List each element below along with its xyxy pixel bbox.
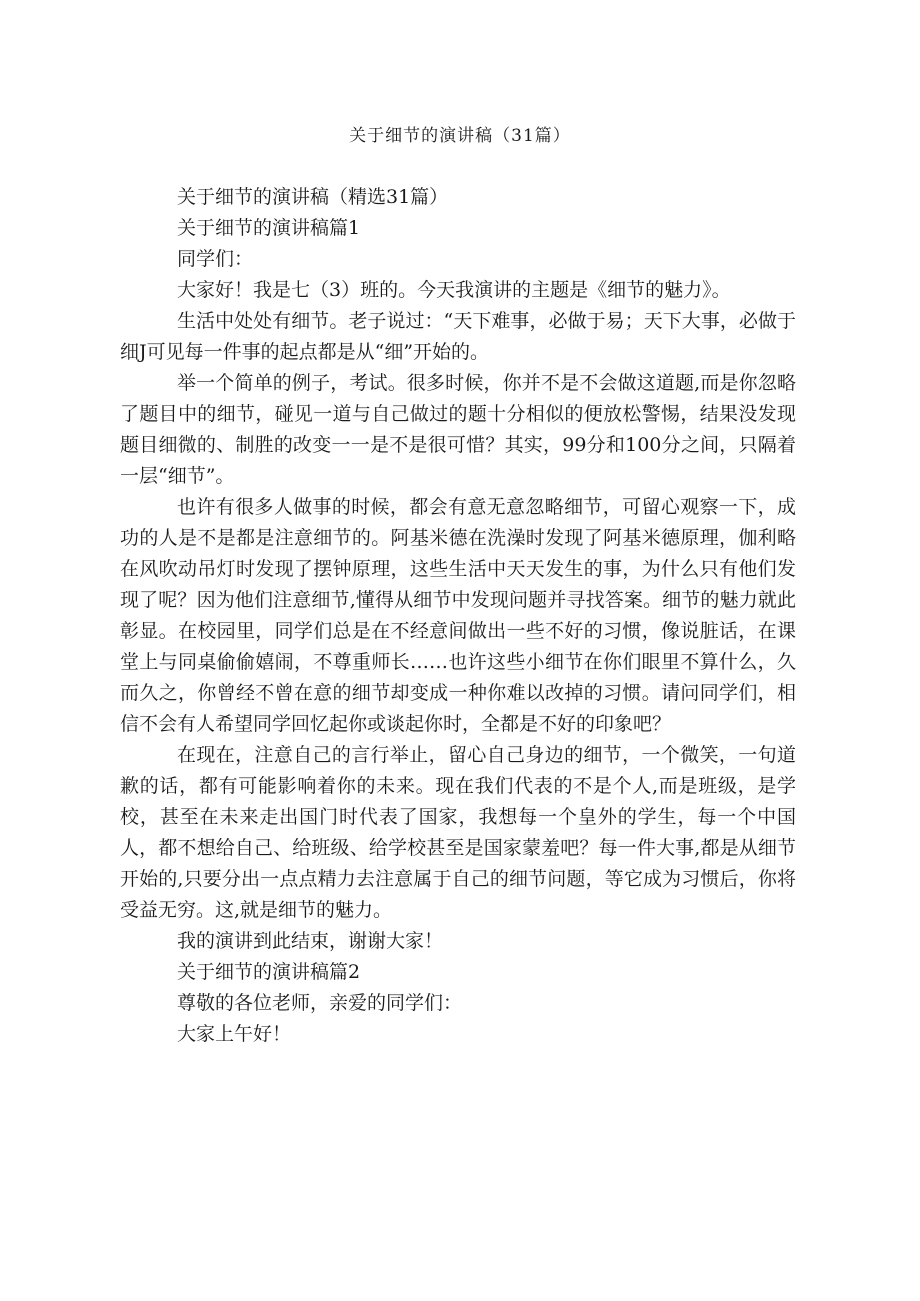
body-paragraph: 也许有很多人做事的时候，都会有意无意忽略细节，可留心观察一下，成功的人是不是都是注意细节的。阿基米德在洗澡时发现了阿基米德原理，伽利略在风吹动吊灯时发现了摆钟原理，这些生活中天天发生的事，为什么只有他们发现了呢？因为他们注意细节,懂得从细节中发现问题并寻找答案。细节的魅力就此彰显。在校园里，同学们总是在不经意间做出一些不好的习惯，像说脏话，在课堂上与同桌偷偷嬉闹，不尊重师长……也许这些小细节在你们眼里不算什么，久而久之，你曾经不曾在意的细节却变成一种你难以改掉的习惯。请问同学们，相信不会有人希望同学回忆起你或谈起你时，全都是不好的印象吧？: [120, 496, 796, 735]
body-paragraph: 在现在，注意自己的言行举止，留心自己身边的细节，一个微笑，一句道歉的话，都有可能影响着你的未来。现在我们代表的不是个人,而是班级，是学校，甚至在未来走出国门时代表了国家，我想每一个皇外的学生，每一个中国人，都不想给自己、给班级、给学校甚至是国家蒙羞吧？每一件大事,都是从细节开始的,只要分出一点点精力去注意属于自己的细节问题，等它成为习惯后，你将受益无穷。这,就是细节的魅力。: [120, 744, 796, 921]
body-paragraph: 举一个简单的例子，考试。很多时候，你并不是不会做这道题,而是你忽略了题目中的细节，碰见一道与自己做过的题十分相似的便放松警惕，结果没发现题目细微的、制胜的改变一一是不是很可惜？其实，99分和100分之间，只隔着一层“细节”。: [120, 372, 796, 487]
body-paragraph: 大家好！我是七（3）班的。今天我演讲的主题是《细节的魅力》。: [177, 279, 731, 301]
greeting-paragraph: 大家上午好！: [177, 1023, 292, 1045]
salutation-paragraph: 尊敬的各位老师，亲爱的同学们：: [177, 992, 463, 1014]
section-heading-1: 关于细节的演讲稿篇1: [177, 217, 361, 239]
section-heading-2: 关于细节的演讲稿篇2: [177, 961, 361, 983]
closing-paragraph: 我的演讲到此结束，谢谢大家！: [177, 930, 444, 952]
document-body: [120, 182, 796, 1050]
salutation-paragraph: 同学们：: [177, 248, 254, 270]
document-title: 关于细节的演讲稿（31篇）: [349, 126, 571, 146]
body-paragraph: 生活中处处有细节。老子说过：“天下难事，必做于易；天下大事，必做于细J可见每一件事的起点都是从“细”开始的。: [120, 310, 796, 363]
subtitle-paragraph: 关于细节的演讲稿（精选31篇）: [177, 186, 449, 208]
